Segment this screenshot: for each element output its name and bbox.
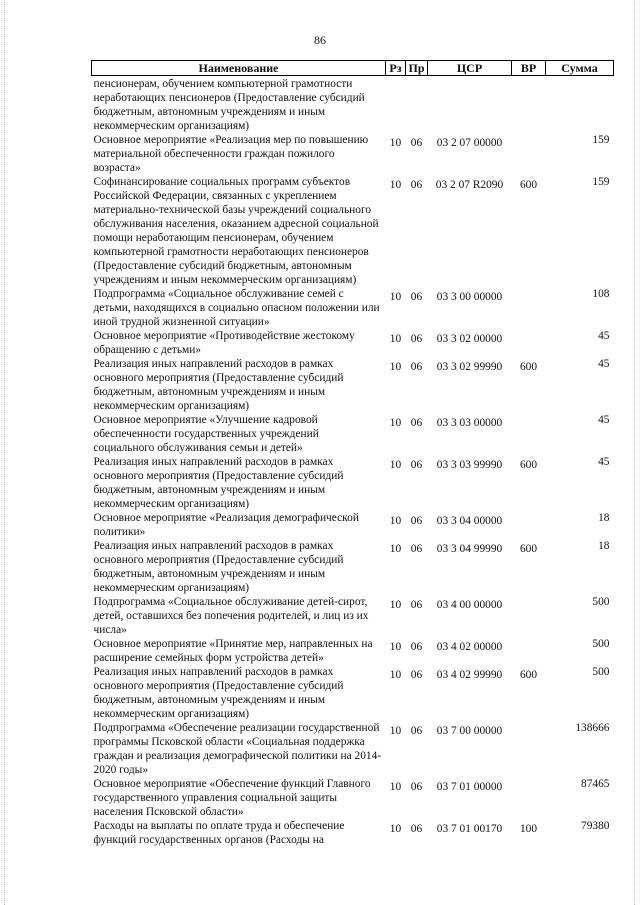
row-name: Реализация иных направлений расходов в рамках основного мероприятия (Предоставление субсидий бюджетным, автономным учреждениям и иным некоммерческим организациям) [93,540,344,594]
row-csr: 03 3 02 00000 [436,333,503,345]
row-csr: 03 7 00 00000 [436,725,503,737]
table-row [92,133,614,175]
row-pr: 06 [410,669,423,681]
row-sum: 500 [592,596,610,608]
row-sum: 18 [598,540,610,552]
row-pr: 06 [410,137,423,149]
table-row [92,287,614,329]
row-sum: 45 [598,330,610,342]
row-sum: 79380 [581,820,610,832]
row-pr: 06 [410,599,423,611]
row-csr: 03 4 02 00000 [436,641,503,653]
row-sum: 138666 [575,722,610,734]
row-name: Софинансирование социальных программ субъектов Российской Федерации, связанных с укреплением материально-технической базы учреждений социального обслуживания населения, оказанием адресной социальной помощи неработающим пенсионерам, обучением компьютерной грамотности неработающих пенсионеров (Предоставление субсидий бюджетным, автономным учреждениям и иным некоммерческим организациям) [93,176,379,286]
row-vr [512,637,546,665]
table-body [92,76,614,848]
table-row [92,511,614,539]
header-rz: Рз [386,61,406,76]
table-row [92,76,614,134]
header-sum: Сумма [546,61,614,76]
table-row [92,595,614,637]
row-name: Основное мероприятие «Принятие мер, направленных на расширение семейных форм устройства детей» [93,638,373,664]
table-row [92,819,614,847]
row-csr: 03 3 03 00000 [436,417,503,429]
row-rz: 10 [389,333,402,345]
row-pr: 06 [410,823,423,835]
row-name: пенсионерам, обучением компьютерной грамотности неработающих пенсионеров (Предоставление субсидий бюджетным, автономным учреждениям и иным некоммерческим организациям) [93,78,365,132]
table-row [92,539,614,595]
header-vr: ВР [512,61,546,76]
row-vr [512,511,546,539]
row-pr: 06 [410,459,423,471]
row-name: Реализация иных направлений расходов в рамках основного мероприятия (Предоставление субсидий бюджетным, автономным учреждениям и иным некоммерческим организациям) [93,358,344,412]
table-row [92,455,614,511]
table-row [92,329,614,357]
row-name: Основное мероприятие «Обеспечение функций Главного государственного управления социальной защиты населения Псковской области» [93,778,371,818]
row-rz: 10 [389,515,402,527]
row-csr: 03 3 02 99990 [436,361,503,373]
row-vr [512,595,546,637]
row-rz: 10 [389,291,402,303]
row-pr: 06 [410,543,423,555]
row-vr [512,287,546,329]
row-vr: 600 [519,179,538,191]
table-row [92,721,614,777]
row-vr [512,329,546,357]
row-name: Подпрограмма «Обеспечение реализации государственной программы Псковской области «Социальная поддержка граждан и реализация демографической политики на 2014-2020 годы» [93,722,382,776]
row-csr: 03 7 01 00000 [436,781,503,793]
table-header-row [92,61,614,76]
row-vr [512,777,546,819]
row-name: Основное мероприятие «Реализация демографической политики» [93,512,359,538]
row-pr: 06 [410,291,423,303]
row-rz: 10 [389,599,402,611]
table-row [92,665,614,721]
row-csr: 03 7 01 00170 [436,823,503,835]
row-csr: 03 3 00 00000 [436,291,503,303]
row-rz: 10 [389,417,402,429]
row-name: Реализация иных направлений расходов в рамках основного мероприятия (Предоставление субсидий бюджетным, автономным учреждениям и иным некоммерческим организациям) [93,456,344,510]
row-sum: 45 [598,456,610,468]
row-pr: 06 [410,333,423,345]
row-pr: 06 [410,417,423,429]
row-rz: 10 [389,669,402,681]
row-vr: 600 [519,669,538,681]
header-pr: Пр [406,61,428,76]
row-csr: 03 3 04 99990 [436,543,503,555]
row-csr: 03 2 07 R2090 [435,179,504,191]
row-name: Основное мероприятие «Противодействие жестокому обращению с детьми» [93,330,355,356]
row-pr: 06 [410,179,423,191]
row-pr: 06 [410,515,423,527]
row-rz: 10 [389,543,402,555]
row-csr: 03 4 02 99990 [436,669,503,681]
row-sum: 500 [592,638,610,650]
row-vr [512,413,546,455]
row-pr: 06 [410,361,423,373]
row-name: Подпрограмма «Социальное обслуживание семей с детьми, находящихся в социально опасном положении или иной трудной жизненной ситуации» [93,288,380,328]
row-rz: 10 [389,137,402,149]
table-row [92,357,614,413]
row-pr: 06 [410,725,423,737]
row-rz: 10 [389,361,402,373]
row-pr [406,76,428,134]
row-csr: 03 2 07 00000 [436,137,503,149]
row-name: Подпрограмма «Социальное обслуживание детей-сирот, детей, оставшихся без попечения родителей, и лиц из их числа» [93,596,369,636]
budget-table [91,60,614,847]
table-row [92,413,614,455]
row-sum: 87465 [581,778,610,790]
header-csr: ЦСР [428,61,512,76]
page-number: 86 [314,33,326,47]
row-csr: 03 3 04 00000 [436,515,503,527]
row-vr: 100 [519,823,538,835]
row-sum: 108 [592,288,610,300]
row-vr: 600 [519,543,538,555]
row-csr: 03 3 03 99990 [436,459,503,471]
row-sum: 500 [592,666,610,678]
row-vr [512,133,546,175]
row-rz: 10 [389,781,402,793]
row-sum: 45 [598,358,610,370]
row-sum: 45 [598,414,610,426]
table-row [92,777,614,819]
row-vr [512,721,546,777]
row-vr: 600 [519,361,538,373]
row-csr: 03 4 00 00000 [436,599,503,611]
row-sum: 159 [592,176,610,188]
row-rz: 10 [389,725,402,737]
right-margin-line [634,0,636,905]
row-sum [546,76,614,134]
table-row [92,637,614,665]
row-rz: 10 [389,459,402,471]
row-sum: 18 [598,512,610,524]
row-rz: 10 [389,179,402,191]
header-name: Наименование [92,61,386,76]
row-name: Реализация иных направлений расходов в рамках основного мероприятия (Предоставление субсидий бюджетным, автономным учреждениям и иным некоммерческим организациям) [93,666,344,720]
row-rz [386,76,406,134]
row-pr: 06 [410,781,423,793]
left-margin-line [4,0,6,905]
row-rz: 10 [389,641,402,653]
row-rz: 10 [389,823,402,835]
row-name: Основное мероприятие «Реализация мер по повышению материальной обеспеченности граждан пожилого возраста» [93,134,369,174]
table-row [92,175,614,287]
row-pr: 06 [410,641,423,653]
row-name: Расходы на выплаты по оплате труда и обеспечение функций государственных органов (Расходы на [93,820,345,846]
row-sum: 159 [592,134,610,146]
row-csr [428,76,512,134]
row-name: Основное мероприятие «Улучшение кадровой обеспеченности государственных учреждений социального обслуживания семьи и детей» [93,414,319,454]
row-vr [512,76,546,134]
row-vr: 600 [519,459,538,471]
